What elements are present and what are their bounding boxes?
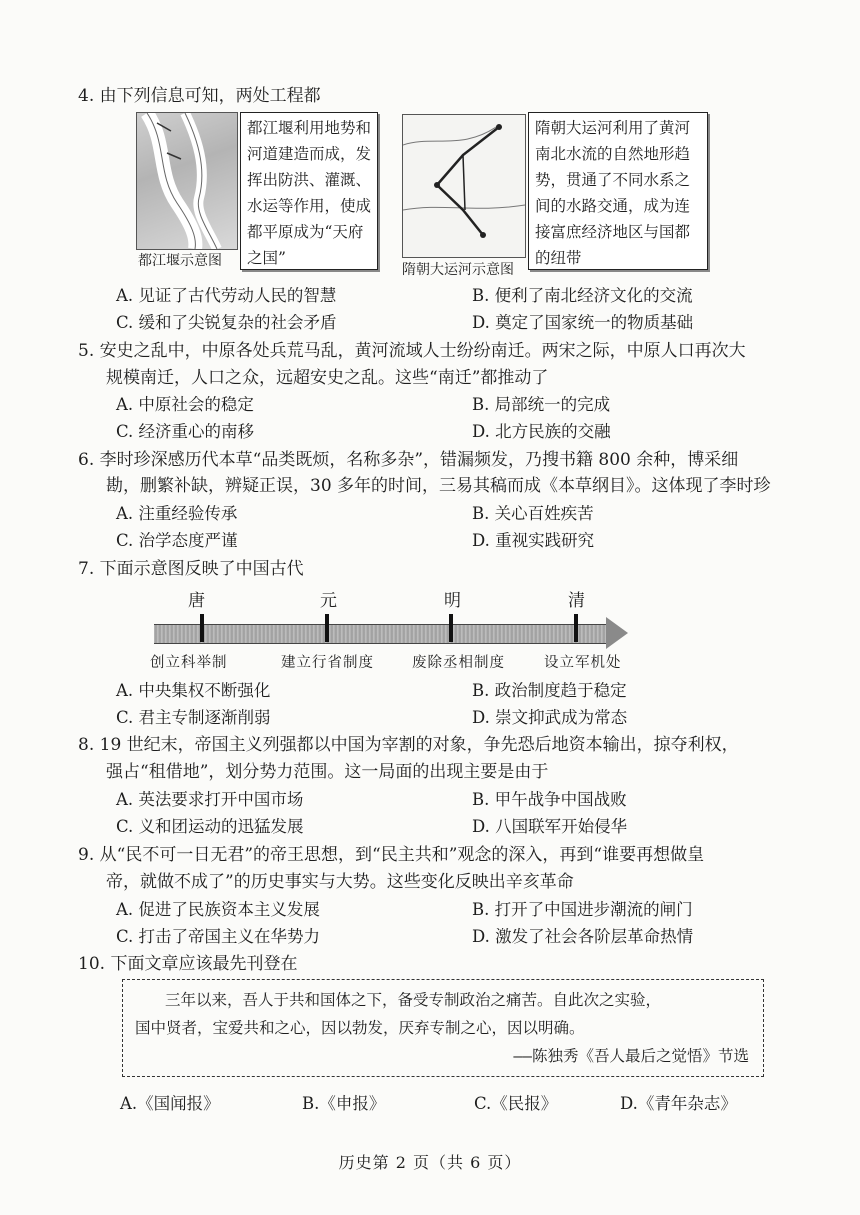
q5-stem: 5. 安史之乱中，中原各处兵荒马乱，黄河流域人士纷纷南迁。两宋之际，中原人口再次大 xyxy=(78,341,746,361)
q9-option-c[interactable]: C. 打击了帝国主义在华势力 xyxy=(116,927,321,946)
timeline-event-xingsheng: 建立行省制度 xyxy=(281,655,374,671)
grand-canal-text-box: 隋朝大运河利用了黄河南北水流的自然地形趋势，贯通了不同水系之间的水路交通，成为连接富庶经济地区与国都的纽带 xyxy=(528,112,708,270)
q8-option-d[interactable]: D. 八国联军开始侵华 xyxy=(472,817,628,836)
page-footer: 历史第 2 页（共 6 页） xyxy=(338,1153,522,1172)
q10-option-d[interactable]: D.《青年杂志》 xyxy=(620,1094,737,1113)
q10-option-b[interactable]: B.《申报》 xyxy=(302,1094,386,1113)
timeline-tick xyxy=(449,614,453,642)
q6-option-b[interactable]: B. 关心百姓疾苦 xyxy=(472,504,594,523)
q6-option-d[interactable]: D. 重视实践研究 xyxy=(472,531,595,550)
q4-option-a[interactable]: A. 见证了古代劳动人民的智慧 xyxy=(116,286,337,305)
q4-option-c[interactable]: C. 缓和了尖锐复杂的社会矛盾 xyxy=(116,313,337,332)
quote-box xyxy=(122,979,764,1077)
quote-line-1: 三年以来，吾人于共和国体之下，备受专制政治之痛苦。自此次之实验， xyxy=(165,991,662,1009)
timeline-event-chengxiang: 废除丞相制度 xyxy=(412,655,505,671)
quote-line-2: 国中贤者，宝爱共和之心，因以勃发，厌弃专制之心，因以明确。 xyxy=(135,1019,585,1037)
dujiangyan-map-drawing xyxy=(137,113,237,249)
timeline-tick xyxy=(574,614,578,642)
q8-option-a[interactable]: A. 英法要求打开中国市场 xyxy=(116,790,304,809)
q6-option-a[interactable]: A. 注重经验传承 xyxy=(116,504,238,523)
timeline-dynasty-yuan: 元 xyxy=(320,591,337,611)
timeline-dynasty-ming: 明 xyxy=(444,591,461,611)
grand-canal-map xyxy=(402,114,526,258)
q5-option-d[interactable]: D. 北方民族的交融 xyxy=(472,422,611,441)
q9-option-d[interactable]: D. 激发了社会各阶层革命热情 xyxy=(472,927,694,946)
q8-stem: 8. 19 世纪末，帝国主义列强都以中国为宰割的对象，争先恐后地资本输出，掠夺利权， xyxy=(78,735,739,755)
grand-canal-map-drawing xyxy=(403,115,525,257)
q7-option-d[interactable]: D. 崇文抑武成为常态 xyxy=(472,708,628,727)
q5-option-c[interactable]: C. 经济重心的南移 xyxy=(116,422,255,441)
q9-stem-continued: 帝，就做不成了”的历史事实与大势。这些变化反映出辛亥革命 xyxy=(106,872,574,892)
q10-stem: 10. 下面文章应该最先刊登在 xyxy=(78,954,298,974)
grand-canal-caption: 隋朝大运河示意图 xyxy=(402,262,514,278)
timeline-dynasty-qing: 清 xyxy=(568,591,585,611)
q7-option-a[interactable]: A. 中央集权不断强化 xyxy=(116,681,271,700)
dujiangyan-text-box: 都江堰利用地势和河道建造而成，发挥出防洪、灌溉、水运等作用，使成都平原成为“天府之国” xyxy=(240,112,378,270)
q8-stem-continued: 强占“租借地”，划分势力范围。这一局面的出现主要是由于 xyxy=(106,762,549,782)
q4-option-d[interactable]: D. 奠定了国家统一的物质基础 xyxy=(472,313,694,332)
timeline-event-junjichu: 设立军机处 xyxy=(544,655,622,671)
q5-stem-continued: 规模南迁，人口之众，远超安史之乱。这些“南迁”都推动了 xyxy=(106,368,549,388)
q8-option-b[interactable]: B. 甲午战争中国战败 xyxy=(472,790,627,809)
timeline-arrow-head xyxy=(606,617,628,649)
q6-stem: 6. 李时珍深感历代本草“品类既烦，名称多杂”，错漏频发，乃搜书籍 800 余种，博采细 xyxy=(78,450,739,470)
q7-option-b[interactable]: B. 政治制度趋于稳定 xyxy=(472,681,627,700)
q8-option-c[interactable]: C. 义和团运动的迅猛发展 xyxy=(116,817,304,836)
timeline-tick xyxy=(200,614,204,642)
timeline-arrow-bar xyxy=(154,624,608,644)
q6-stem-continued: 勘，删繁补缺，辨疑正误，30 多年的时间，三易其稿而成《本草纲目》。这体现了李时珍 xyxy=(106,476,771,496)
q5-option-b[interactable]: B. 局部统一的完成 xyxy=(472,395,611,414)
dujiangyan-map xyxy=(136,112,238,250)
q7-stem: 7. 下面示意图反映了中国古代 xyxy=(78,559,304,579)
q5-option-a[interactable]: A. 中原社会的稳定 xyxy=(116,395,254,414)
q10-option-a[interactable]: A.《国闻报》 xyxy=(120,1094,220,1113)
q4-option-b[interactable]: B. 便利了南北经济文化的交流 xyxy=(472,286,693,305)
timeline-event-keju: 创立科举制 xyxy=(150,655,228,671)
q9-option-b[interactable]: B. 打开了中国进步潮流的闸门 xyxy=(472,900,693,919)
q4-stem: 4. 由下列信息可知，两处工程都 xyxy=(78,86,321,106)
timeline-dynasty-tang: 唐 xyxy=(188,591,205,611)
q9-stem: 9. 从“民不可一日无君”的帝王思想，到“民主共和”观念的深入，再到“谁要再想做皇 xyxy=(78,845,705,865)
q7-option-c[interactable]: C. 君主专制逐渐削弱 xyxy=(116,708,271,727)
dujiangyan-caption: 都江堰示意图 xyxy=(138,253,222,269)
q9-option-a[interactable]: A. 促进了民族资本主义发展 xyxy=(116,900,320,919)
quote-source: ——陈独秀《吾人最后之觉悟》节选 xyxy=(513,1047,749,1065)
q6-option-c[interactable]: C. 治学态度严谨 xyxy=(116,531,238,550)
q10-option-c[interactable]: C.《民报》 xyxy=(474,1094,558,1113)
timeline-tick xyxy=(325,614,329,642)
